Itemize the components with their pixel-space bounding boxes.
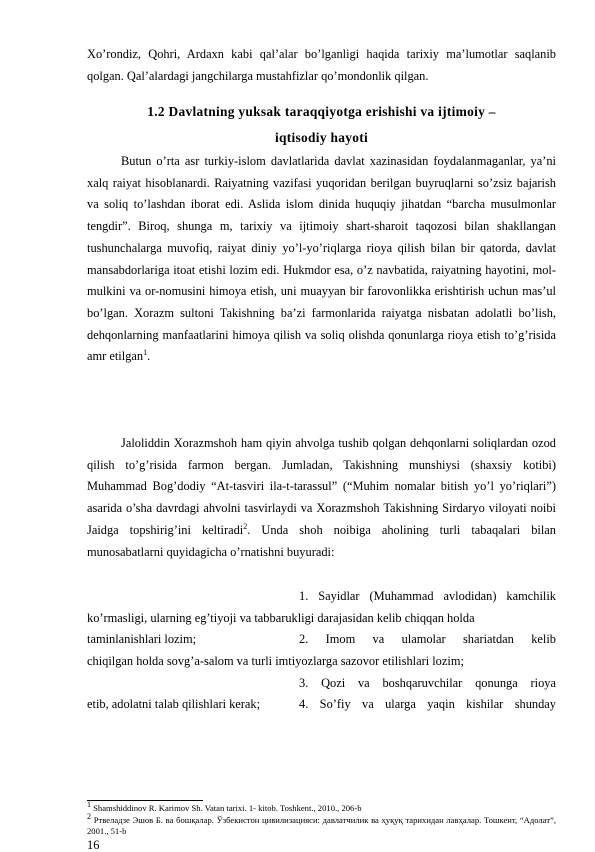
section-heading-line-1: 1.2 Davlatning yuksak taraqqiyotga erishishi va ijtimoiy – bbox=[147, 104, 496, 119]
list-row bbox=[87, 586, 556, 608]
section-heading bbox=[87, 99, 556, 150]
body-paragraph-2-text-b: . Unda shoh noibiga aholining turli tabaqalari bilan munosabatlarni quyidagicha o’rnatishni buyuradi: bbox=[87, 522, 556, 559]
body-paragraph-1-end: . bbox=[147, 349, 151, 364]
footnote-1-mark: 1 bbox=[87, 800, 91, 810]
body-paragraph-2-text-a: Jaloliddin Xorazmshoh ham qiyin ahvolga tushib qolgan dehqonlarni soliqlardan ozod qilish to’g’risida farmon bergan. Jumladan, Takishning munshiysi (shaxsiy kotibi) Muhammad Bog’dodiy “At-tasviri ila-t-tarassul” (“Muhim nomalar bitish yo’l yo’riqlari”) asarida o’sha davrdagi ahvolni tasvirlaydi va Xorazmshoh Takishning Sirdaryo viloyati noibi Jaidga topshirig’ini keltiradi bbox=[87, 436, 556, 537]
footnote-ref-2: 2 bbox=[243, 521, 248, 531]
body-paragraph-2 bbox=[87, 433, 556, 563]
list-row-right: 4. So’fiy va ularga yaqin kishilar shunday bbox=[299, 697, 556, 712]
footnote-separator bbox=[87, 800, 203, 801]
list-row-left bbox=[87, 673, 299, 695]
instruction-list bbox=[87, 586, 556, 716]
list-row-right: 3. Qozi va boshqaruvchilar qonunga rioya bbox=[299, 675, 556, 690]
footnote-2-mark: 2 bbox=[87, 812, 91, 822]
body-paragraph-1-text: Butun o’rta asr turkiy-islom davlatlarida davlat xazinasidan foydalanmaganlar, ya’ni xalq raiyat hisoblanardi. Raiyatning vazifasi yuqoridan berilgan buyruqlarni so’zsiz bajarish va soliq to’lashdan iborat edi. Aslida islom dinida huquqiy jihatdan “barcha musulmonlar tengdir”. Biroq, shunga m, tarixiy va ijtimoiy shart-sharoit taqozosi bilan shakllangan tushunchalarga muvofiq, raiyat diniy yo’l-yo’riqlarga rioya qilish bilan bir qatorda, davlat mansabdorlariga itoat etishi lozim edi. Hukmdor esa, o’z navbatida, raiyatning hayotini, mol-mulkini va or-nomusini himoya etish, uni muayyan bir farovonlikka erishtirish uchun mas’ul bo’lgan. Xorazm sultoni Takishning ba’zi farmonlarida raiyatga nisbatan adolatli bo’lish, dehqonlarning manfaatlarini himoya qilish va soliq olishda qonunlarga rioya etish to’g’risida amr etilgan bbox=[87, 154, 556, 364]
section-heading-line-2: iqtisodiy hayoti bbox=[275, 129, 368, 145]
footnote-2-text: Ртвеладзе Эшов Б. ва бошқалар. Ўзбекистон цивилизацияси: давлатчилик ва ҳуқуқ тарихидан лавҳалар. Тошкент, “Адолат”, 2001., 51-b bbox=[87, 815, 556, 836]
list-row-full: chiqilgan holda sovg’a-salom va turli imtiyozlarga sazovor etilishlari lozim; bbox=[87, 654, 464, 669]
list-row-right: 2. Imom va ulamolar shariatdan kelib bbox=[299, 632, 556, 647]
list-row-left bbox=[87, 586, 299, 608]
footnote-2 bbox=[87, 812, 556, 836]
list-row bbox=[87, 694, 556, 716]
page-number: 16 bbox=[87, 838, 100, 852]
list-row-left: etib, adolatni talab qilishlari kerak; bbox=[87, 697, 261, 712]
footnote-1 bbox=[87, 800, 556, 814]
list-row bbox=[87, 673, 556, 695]
list-row bbox=[87, 629, 556, 651]
intro-paragraph: Xo’rondiz, Qohri, Ardaxn kabi qal’alar bo’lganligi haqida tarixiy ma’lumotlar saqlanib qolgan. Qal’alardagi jangchilarga mustahfizlar qo’mondonlik qilgan. bbox=[87, 47, 556, 83]
list-row-left: taminlanishlari lozim; bbox=[87, 632, 197, 647]
footnote-1-text: Shamshiddinov R. Karimov Sh. Vatan tarixi. 1- kitob. Toshkent., 2010., 206-b bbox=[91, 803, 362, 813]
body-paragraph-1 bbox=[87, 151, 556, 368]
list-row-full: ko’rmasligi, ularning eg’tiyoji va tabbarukligi darajasidan kelib chiqqan holda bbox=[87, 610, 475, 625]
list-row-right: 1. Sayidlar (Muhammad avlodidan) kamchilik bbox=[299, 589, 556, 603]
footnote-ref-1: 1 bbox=[143, 348, 148, 358]
